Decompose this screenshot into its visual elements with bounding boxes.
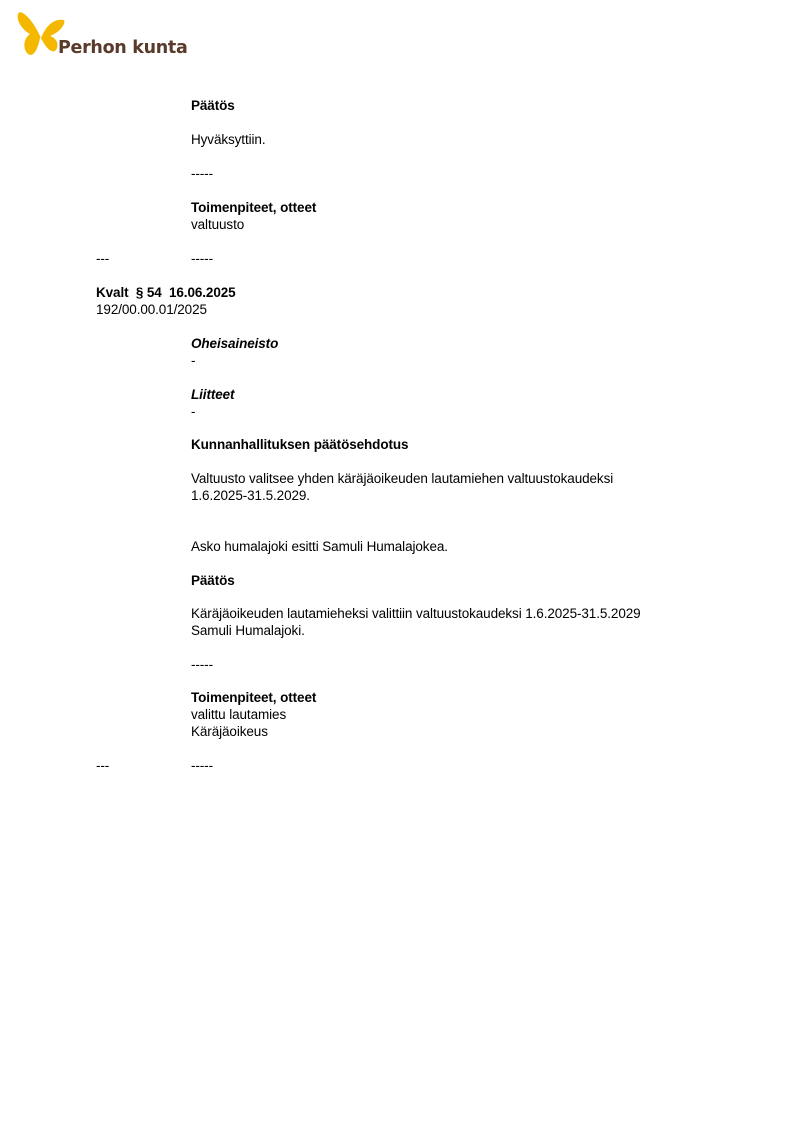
actions-item-2: Käräjäoikeus <box>191 724 268 739</box>
proposal-line-2: 1.6.2025-31.5.2029. <box>191 488 310 503</box>
separator-2: ----- <box>191 657 213 672</box>
decision-heading: Päätös <box>191 98 235 113</box>
actions-item: valtuusto <box>191 217 245 232</box>
separator: ----- <box>191 166 213 181</box>
decision-line-1: Käräjäoikeuden lautamieheksi valittiin valtuustokaudeksi 1.6.2025-31.5.2029 <box>191 606 641 621</box>
actions-item-1: valittu lautamies <box>191 707 287 722</box>
end-marker-right: ----- <box>191 251 213 266</box>
decision-heading-2: Päätös <box>191 573 235 588</box>
perho-logo <box>16 8 216 60</box>
end-marker-left-2: --- <box>96 758 110 773</box>
reference-number: 192/00.00.01/2025 <box>96 302 207 317</box>
materials-value: - <box>191 353 196 368</box>
decision-line-2: Samuli Humalajoki. <box>191 623 305 638</box>
nomination-text: Asko humalajoki esitti Samuli Humalajokea. <box>191 539 448 554</box>
actions-heading-2: Toimenpiteet, otteet <box>191 690 317 705</box>
end-marker-right-2: ----- <box>191 758 213 773</box>
actions-heading: Toimenpiteet, otteet <box>191 200 317 215</box>
materials-heading: Oheisaineisto <box>191 336 279 351</box>
end-marker-left: --- <box>96 251 110 266</box>
decision-text: Hyväksyttiin. <box>191 132 266 147</box>
proposal-line-1: Valtuusto valitsee yhden käräjäoikeuden lautamiehen valtuustokaudeksi <box>191 471 614 486</box>
attachments-value: - <box>191 404 196 419</box>
proposal-heading: Kunnanhallituksen päätösehdotus <box>191 437 409 452</box>
section-title: Kvalt § 54 16.06.2025 <box>96 285 236 300</box>
logo-text: Perhon kunta <box>58 38 188 58</box>
attachments-heading: Liitteet <box>191 387 235 402</box>
